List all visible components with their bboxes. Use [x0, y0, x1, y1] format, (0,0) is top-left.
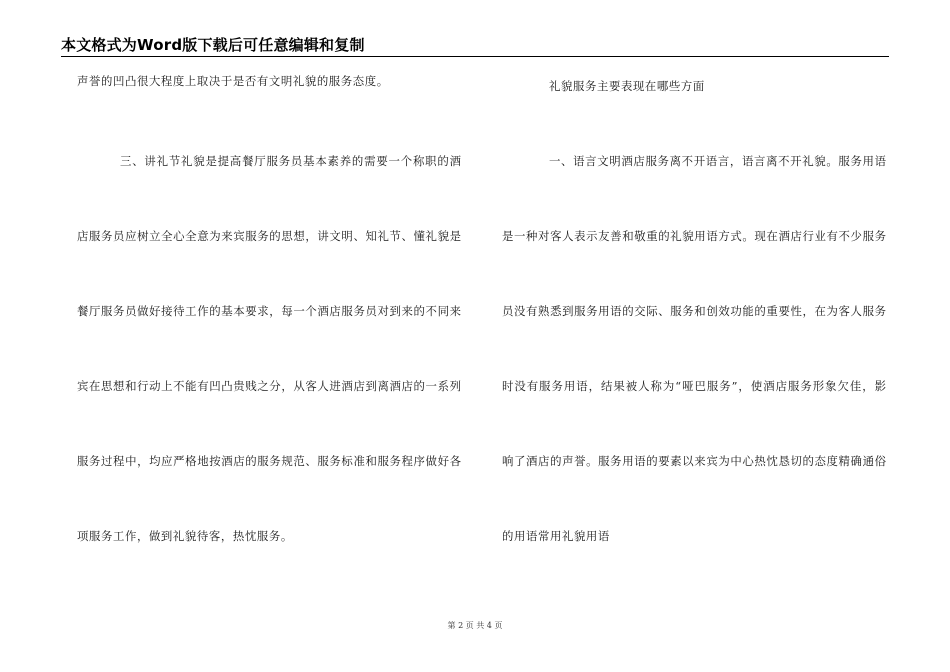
- page-header-title: 本文格式为Word版下载后可任意编辑和复制: [61, 36, 365, 54]
- paragraph-line: 店服务员应树立全心全意为来宾服务的思想，讲文明、知礼节、懂礼貌是: [77, 229, 461, 243]
- paragraph-line: 三、讲礼节礼貌是提高餐厅服务员基本素养的需要一个称职的酒: [120, 154, 461, 168]
- paragraph-line: 时没有服务用语，结果被人称为“哑巴服务”，使酒店服务形象欠佳，影: [502, 379, 886, 393]
- paragraph-line: 的用语常用礼貌用语: [502, 529, 610, 543]
- paragraph-line: 声誉的凹凸很大程度上取决于是否有文明礼貌的服务态度。: [77, 74, 389, 88]
- paragraph-line: 服务过程中，均应严格地按酒店的服务规范、服务标准和服务程序做好各: [77, 454, 461, 468]
- paragraph-line: 响了酒店的声誉。服务用语的要素以来宾为中心热忱恳切的态度精确通俗: [502, 454, 886, 468]
- paragraph-line: 员没有熟悉到服务用语的交际、服务和创效功能的重要性，在为客人服务: [502, 304, 886, 318]
- paragraph-line: 是一种对客人表示友善和敬重的礼貌用语方式。现在酒店行业有不少服务: [502, 229, 886, 243]
- header-divider: [61, 56, 889, 57]
- paragraph-line: 宾在思想和行动上不能有凹凸贵贱之分，从客人进酒店到离酒店的一系列: [77, 379, 461, 393]
- paragraph-line: 一、语言文明酒店服务离不开语言，语言离不开礼貌。服务用语: [549, 154, 886, 168]
- page-number-footer: 第 2 页 共 4 页: [447, 621, 503, 630]
- paragraph-line: 项服务工作，做到礼貌待客，热忱服务。: [77, 529, 293, 543]
- section-heading: 礼貌服务主要表现在哪些方面: [549, 79, 705, 93]
- paragraph-line: 餐厅服务员做好接待工作的基本要求，每一个酒店服务员对到来的不同来: [77, 304, 461, 318]
